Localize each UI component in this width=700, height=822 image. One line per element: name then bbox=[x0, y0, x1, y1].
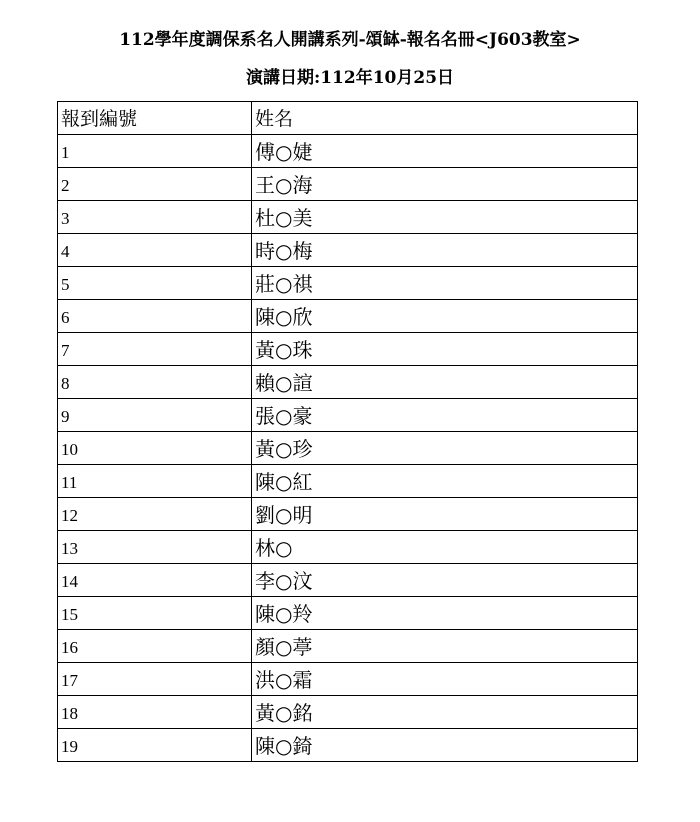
attendee-name: 王○海 bbox=[252, 168, 638, 201]
registration-number: 7 bbox=[58, 333, 252, 366]
table-row bbox=[58, 168, 638, 201]
table-row bbox=[58, 696, 638, 729]
table-row bbox=[58, 399, 638, 432]
registration-number: 11 bbox=[58, 465, 252, 498]
document-title: 112學年度調保系名人開講系列-頌缽-報名名冊<J603教室> bbox=[119, 30, 581, 50]
attendee-name: 陳○羚 bbox=[252, 597, 638, 630]
table-row bbox=[58, 300, 638, 333]
table-row bbox=[58, 564, 638, 597]
table-row bbox=[58, 663, 638, 696]
attendee-name: 陳○欣 bbox=[252, 300, 638, 333]
registration-number: 5 bbox=[58, 267, 252, 300]
registration-number: 19 bbox=[58, 729, 252, 762]
table-row bbox=[58, 234, 638, 267]
table-row bbox=[58, 597, 638, 630]
attendee-name: 陳○錡 bbox=[252, 729, 638, 762]
table-header-row bbox=[58, 102, 638, 135]
table-row bbox=[58, 432, 638, 465]
registration-number: 12 bbox=[58, 498, 252, 531]
registration-number: 9 bbox=[58, 399, 252, 432]
attendee-name: 林○ bbox=[252, 531, 638, 564]
attendee-name: 洪○霜 bbox=[252, 663, 638, 696]
table-row bbox=[58, 201, 638, 234]
attendee-name: 顏○葶 bbox=[252, 630, 638, 663]
table-row bbox=[58, 333, 638, 366]
registration-number: 14 bbox=[58, 564, 252, 597]
table-row bbox=[58, 729, 638, 762]
lecture-date: 演講日期:112年10月25日 bbox=[245, 68, 455, 88]
table-row bbox=[58, 267, 638, 300]
registration-number: 16 bbox=[58, 630, 252, 663]
registration-number: 8 bbox=[58, 366, 252, 399]
table-body bbox=[58, 135, 638, 762]
table-row bbox=[58, 531, 638, 564]
table-row bbox=[58, 366, 638, 399]
attendee-name: 張○豪 bbox=[252, 399, 638, 432]
table-row bbox=[58, 630, 638, 663]
table-row bbox=[58, 465, 638, 498]
attendee-name: 黃○銘 bbox=[252, 696, 638, 729]
attendee-name: 陳○紅 bbox=[252, 465, 638, 498]
attendee-name: 傅○婕 bbox=[252, 135, 638, 168]
attendee-name: 劉○明 bbox=[252, 498, 638, 531]
registration-number: 17 bbox=[58, 663, 252, 696]
column-header-name: 姓名 bbox=[252, 102, 638, 135]
registration-number: 2 bbox=[58, 168, 252, 201]
registration-number: 6 bbox=[58, 300, 252, 333]
registration-number: 1 bbox=[58, 135, 252, 168]
attendee-name: 黃○珍 bbox=[252, 432, 638, 465]
table-row bbox=[58, 498, 638, 531]
registration-number: 4 bbox=[58, 234, 252, 267]
table-row bbox=[58, 135, 638, 168]
registration-number: 15 bbox=[58, 597, 252, 630]
registration-number: 3 bbox=[58, 201, 252, 234]
attendee-name: 黃○珠 bbox=[252, 333, 638, 366]
attendee-name: 杜○美 bbox=[252, 201, 638, 234]
attendee-name: 李○汶 bbox=[252, 564, 638, 597]
registration-number: 10 bbox=[58, 432, 252, 465]
registration-table bbox=[57, 101, 638, 762]
attendee-name: 莊○祺 bbox=[252, 267, 638, 300]
column-header-number: 報到編號 bbox=[58, 102, 252, 135]
attendee-name: 賴○諠 bbox=[252, 366, 638, 399]
registration-number: 18 bbox=[58, 696, 252, 729]
registration-number: 13 bbox=[58, 531, 252, 564]
attendee-name: 時○梅 bbox=[252, 234, 638, 267]
